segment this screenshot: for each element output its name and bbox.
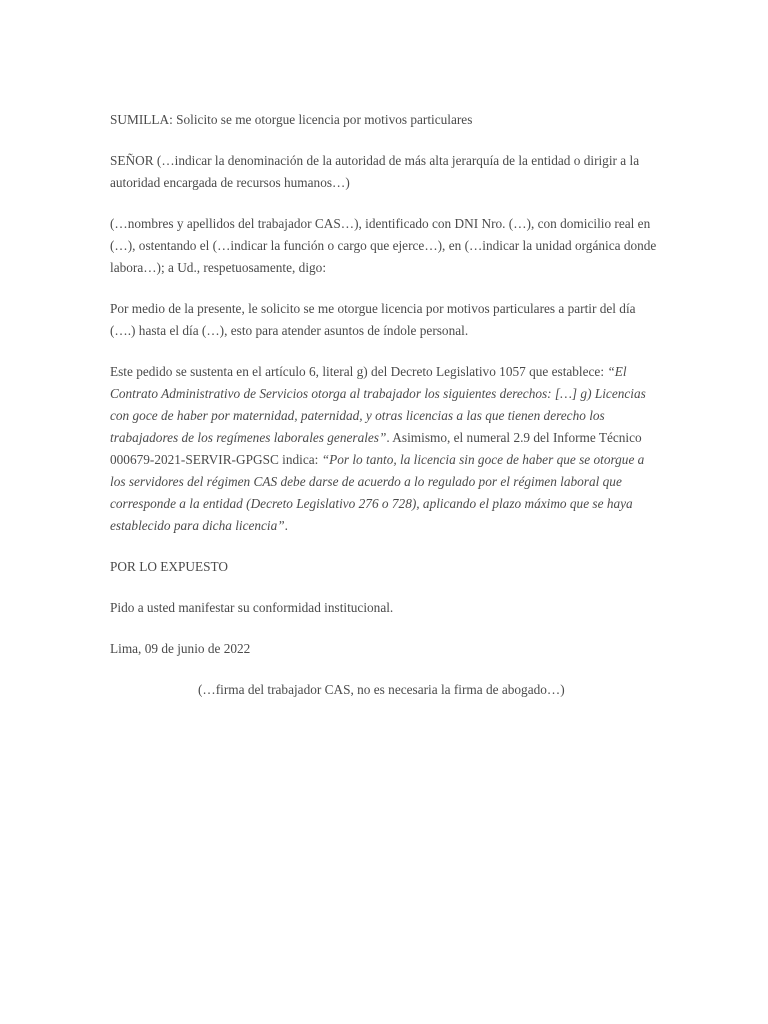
legal-basis-paragraph [110,361,662,537]
addressee-paragraph: SEÑOR (…indicar la denominación de la autoridad de más alta jerarquía de la entidad o dirigir a la autoridad encargada de recursos humanos…) [110,153,640,190]
legal-quote-1: “El Contrato Administrativo de Servicios otorga al trabajador los siguientes derechos: […] g) Licencias con goce de haber por maternidad, paternidad, y otras licencias a las que tienen derecho los trabajadores de los regímenes laborales generales” [110,364,646,445]
document-body [110,109,662,701]
legal-basis-text-2: . Asimismo, el numeral 2.9 del Informe Técnico 000679-2021-SERVIR-GPGSC indica: [110,430,642,467]
signature-line: (…firma del trabajador CAS, no es necesaria la firma de abogado…) [198,682,565,697]
sumilla-line: SUMILLA: Solicito se me otorgue licencia por motivos particulares [110,112,473,127]
legal-basis-text-3: . [284,518,288,533]
por-lo-expuesto-heading: POR LO EXPUESTO [110,559,228,574]
intro-paragraph: (…nombres y apellidos del trabajador CAS…), identificado con DNI Nro. (…), con domicilio real en (…), ostentando el (…indicar la función o cargo que ejerce…), en (…indicar la unidad orgánica donde labora…); a Ud., respetuosamente, digo: [110,216,657,275]
place-date-line: Lima, 09 de junio de 2022 [110,641,251,656]
legal-quote-2: “Por lo tanto, la licencia sin goce de haber que se otorgue a los servidores del régimen CAS debe darse de acuerdo a lo regulado por el régimen laboral que corresponde a la entidad (Decreto Legislativo 276 o 728), aplicando el plazo máximo que se haya establecido para dicha licencia” [110,452,645,533]
request-paragraph: Por medio de la presente, le solicito se me otorgue licencia por motivos particulares a partir del día (….) hasta el día (…), esto para atender asuntos de índole personal. [110,301,636,338]
legal-basis-text-1: Este pedido se sustenta en el artículo 6, literal g) del Decreto Legislativo 1057 que establece: [110,364,608,379]
petition-line: Pido a usted manifestar su conformidad institucional. [110,600,394,615]
